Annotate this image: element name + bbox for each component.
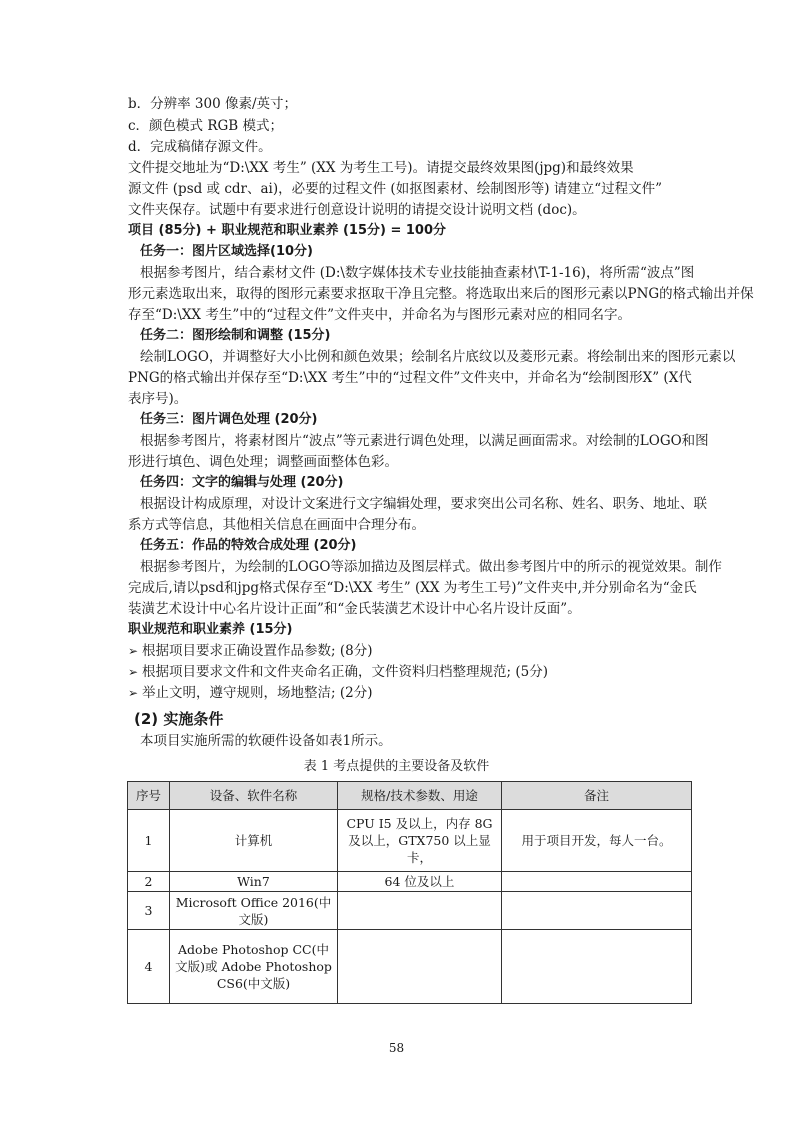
table-cell — [502, 872, 692, 892]
table-cell — [502, 930, 692, 1004]
page-number: 58 — [388, 1041, 405, 1055]
table-cell: 1 — [128, 810, 170, 872]
table-cell — [502, 892, 692, 930]
table-cell: Adobe Photoshop CC(中文版)或 Adobe Photoshop CS6(中文版) — [170, 930, 338, 1004]
table-row — [128, 872, 692, 892]
bullet-text: 根据项目要求文件和文件夹命名正确，文件资料归档整理规范; (5分) — [142, 664, 548, 680]
table-cell: 64 位及以上 — [338, 872, 502, 892]
column-header: 规格/技术参数、用途 — [338, 782, 502, 810]
column-header: 序号 — [128, 782, 170, 810]
intro-line: 源文件 (psd 或 cdr、ai)，必要的过程文件 (如抠图素材、绘制图形等) 请建立“过程文件” — [128, 181, 663, 197]
intro-line: 文件提交地址为“D:\XX 考生” (XX 为考生工号)。请提交最终效果图(jpg)和最终效果 — [128, 160, 634, 176]
table-cell: 2 — [128, 872, 170, 892]
task-line: 根据参考图片，为绘制的LOGO等添加描边及图层样式。做出参考图片中的所示的视觉效果。制作 — [140, 559, 722, 575]
task-title: 任务一：图片区域选择(10分) — [140, 244, 313, 259]
column-header: 设备、软件名称 — [170, 782, 338, 810]
professional-heading: 职业规范和职业素养 (15分) — [128, 622, 293, 637]
table-cell — [338, 892, 502, 930]
equipment-table — [127, 781, 692, 1004]
table-cell — [338, 930, 502, 1004]
task-line: 系方式等信息，其他相关信息在画面中合理分布。 — [128, 517, 425, 533]
task-line: 装潢艺术设计中心名片设计正面”和“金氏装潢艺术设计中心名片设计反面”。 — [128, 601, 581, 617]
task-title: 任务五：作品的特效合成处理 (20分) — [140, 538, 357, 553]
task-line: 根据参考图片，将素材图片“波点”等元素进行调色处理，以满足画面需求。对绘制的LOGO和图 — [140, 433, 709, 449]
task-line: 根据设计构成原理，对设计文案进行文字编辑处理，要求突出公司名称、姓名、职务、地址、联 — [140, 496, 707, 512]
section-heading: (2) 实施条件 — [134, 710, 224, 728]
arrow-bullet-icon: ➢ — [128, 644, 139, 658]
table-header-row — [128, 782, 692, 810]
table-row — [128, 810, 692, 872]
bullet-item — [128, 641, 372, 661]
project-heading: 项目 (85分) + 职业规范和职业素养 (15分) = 100分 — [128, 223, 447, 238]
table-row — [128, 892, 692, 930]
task-line: 根据参考图片，结合素材文件 (D:\数字媒体技术专业技能抽查素材\T-1-16)，将所需“波点”图 — [140, 265, 695, 281]
task-title: 任务二：图形绘制和调整 (15分) — [140, 328, 331, 343]
task-line: 形进行填色、调色处理；调整画面整体色彩。 — [128, 454, 398, 470]
table-cell: Microsoft Office 2016(中文版) — [170, 892, 338, 930]
task-title: 任务三：图片调色处理 (20分) — [140, 412, 318, 427]
task-line: 存至“D:\XX 考生”中的“过程文件”文件夹中，并命名为与图形元素对应的相同名字。 — [128, 307, 632, 323]
section-intro: 本项目实施所需的软硬件设备如表1所示。 — [140, 733, 392, 749]
task-line: 形元素选取出来，取得的图形元素要求抠取干净且完整。将选取出来后的图形元素以PNG的格式输出并保 — [128, 286, 754, 302]
task-line: 表序号)。 — [128, 391, 188, 407]
bullet-text: 举止文明，遵守规则，场地整洁; (2分) — [142, 685, 373, 701]
bullet-item — [128, 683, 372, 703]
table-row — [128, 930, 692, 1004]
table-cell: 3 — [128, 892, 170, 930]
task-line: PNG的格式输出并保存至“D:\XX 考生”中的“过程文件”文件夹中，并命名为“绘制图形X” (X代 — [128, 370, 692, 386]
bullet-item — [128, 662, 548, 682]
task-line: 绘制LOGO，并调整好大小比例和颜色效果；绘制名片底纹以及菱形元素。将绘制出来的图形元素以 — [140, 349, 736, 365]
table-cell: 计算机 — [170, 810, 338, 872]
bullet-text: 根据项目要求正确设置作品参数; (8分) — [142, 643, 373, 659]
table-caption: 表 1 考点提供的主要设备及软件 — [303, 759, 490, 774]
task-line: 完成后,请以psd和jpg格式保存至“D:\XX 考生” (XX 为考生工号)”文件夹中,并分别命名为“金氏 — [128, 580, 697, 596]
column-header: 备注 — [502, 782, 692, 810]
table-cell: CPU I5 及以上，内存 8G 及以上，GTX750 以上显卡， — [338, 810, 502, 872]
intro-line: d．完成稿储存源文件。 — [128, 139, 272, 155]
intro-line: c．颜色模式 RGB 模式； — [128, 118, 284, 134]
table-cell: Win7 — [170, 872, 338, 892]
table-cell: 用于项目开发，每人一台。 — [502, 810, 692, 872]
arrow-bullet-icon: ➢ — [128, 686, 139, 700]
arrow-bullet-icon: ➢ — [128, 665, 139, 679]
task-title: 任务四：文字的编辑与处理 (20分) — [140, 475, 344, 490]
intro-line: 文件夹保存。试题中有要求进行创意设计说明的请提交设计说明文档 (doc)。 — [128, 202, 586, 218]
table-cell: 4 — [128, 930, 170, 1004]
intro-line: b．分辨率 300 像素/英寸； — [128, 96, 298, 112]
